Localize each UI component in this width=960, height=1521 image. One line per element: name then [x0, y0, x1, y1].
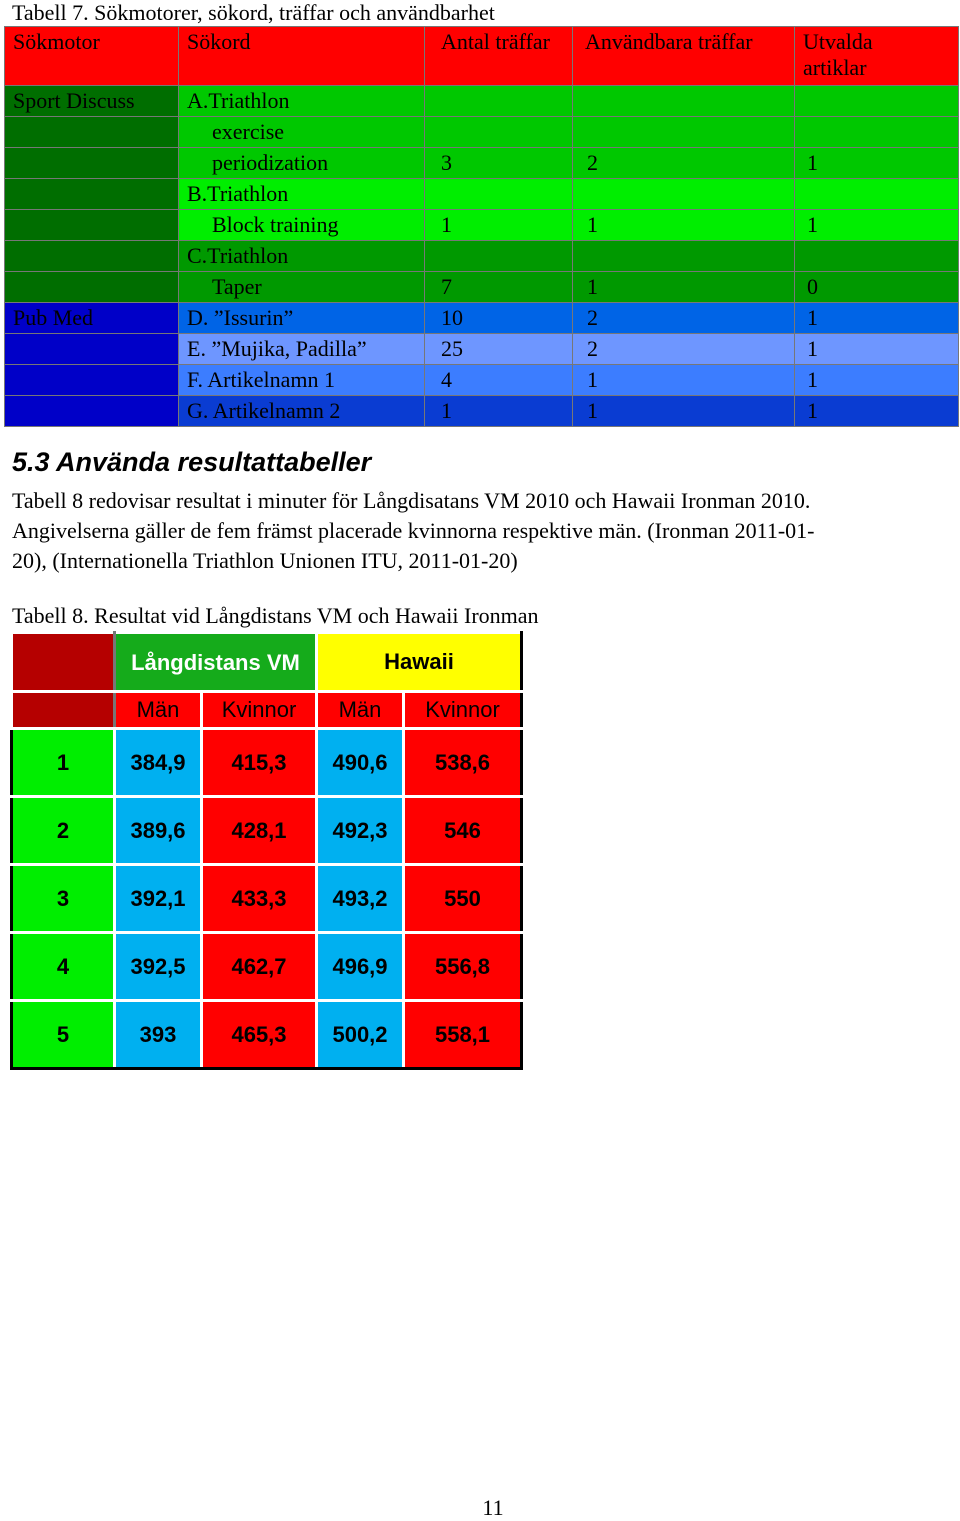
- table7-caption: Tabell 7. Sökmotorer, sökord, träffar och användbarhet: [12, 0, 495, 25]
- corner-cell: [12, 633, 115, 692]
- cell-hawaii-men: 490,6: [317, 729, 404, 797]
- paragraph-line: Angivelserna gäller de fem främst placerade kvinnorna respektive män. (Ironman 2011-01-: [12, 518, 815, 543]
- table7-row: [5, 365, 959, 396]
- cell-search-engine: [5, 272, 179, 303]
- cell-rank: 5: [12, 1001, 115, 1069]
- cell-search-engine: [5, 365, 179, 396]
- cell-search-term: A.Triathlon: [179, 86, 425, 117]
- results-table: [10, 631, 523, 1070]
- cell-vm-men: 392,1: [115, 865, 202, 933]
- cell-useful-hits: 2: [573, 334, 795, 365]
- corner-cell: [12, 692, 115, 729]
- table7-row: [5, 241, 959, 272]
- cell-search-engine: [5, 241, 179, 272]
- table7-row: [5, 334, 959, 365]
- paragraph-line: 20), (Internationella Triathlon Unionen ITU, 2011-01-20): [12, 548, 518, 573]
- cell-useful-hits: [573, 241, 795, 272]
- header-selected-line2: artiklar: [803, 55, 867, 80]
- table8-row: [12, 1001, 522, 1069]
- header-search-engine: Sökmotor: [5, 27, 179, 86]
- cell-hits: 25: [425, 334, 573, 365]
- cell-vm-women: 433,3: [202, 865, 317, 933]
- header-selected-line1: Utvalda: [803, 29, 873, 54]
- cell-search-engine: [5, 148, 179, 179]
- cell-vm-men: 392,5: [115, 933, 202, 1001]
- cell-search-term: F. Artikelnamn 1: [179, 365, 425, 396]
- cell-useful-hits: [573, 117, 795, 148]
- cell-selected-articles: 1: [795, 365, 959, 396]
- cell-hawaii-men: 492,3: [317, 797, 404, 865]
- table7-row: [5, 117, 959, 148]
- subheader-hawaii-men: Män: [317, 692, 404, 729]
- table7-row: [5, 396, 959, 427]
- cell-search-term: G. Artikelnamn 2: [179, 396, 425, 427]
- table8-row: [12, 729, 522, 797]
- header-hits: Antal träffar: [425, 27, 573, 86]
- table7-row: [5, 210, 959, 241]
- cell-hawaii-men: 496,9: [317, 933, 404, 1001]
- header-useful-hits: Användbara träffar: [573, 27, 795, 86]
- cell-search-engine: [5, 396, 179, 427]
- table8-row: [12, 865, 522, 933]
- cell-selected-articles: 1: [795, 303, 959, 334]
- group-header-vm: Långdistans VM: [115, 633, 317, 692]
- table8-subheader-row: [12, 692, 522, 729]
- section-heading: 5.3 Använda resultattabeller: [12, 447, 372, 477]
- search-engines-table: [4, 26, 959, 427]
- group-header-hawaii: Hawaii: [317, 633, 522, 692]
- cell-hits: [425, 86, 573, 117]
- page-number: 11: [482, 1495, 504, 1520]
- cell-hawaii-women: 558,1: [404, 1001, 522, 1069]
- cell-search-term: exercise: [179, 117, 425, 148]
- table8-row: [12, 797, 522, 865]
- cell-rank: 4: [12, 933, 115, 1001]
- cell-hawaii-men: 493,2: [317, 865, 404, 933]
- cell-search-term: C.Triathlon: [179, 241, 425, 272]
- paragraph-line: Tabell 8 redovisar resultat i minuter för Långdisatans VM 2010 och Hawaii Ironman 2010.: [12, 488, 811, 513]
- cell-hawaii-women: 538,6: [404, 729, 522, 797]
- table7-row: [5, 303, 959, 334]
- cell-search-term: periodization: [179, 148, 425, 179]
- subheader-vm-women: Kvinnor: [202, 692, 317, 729]
- cell-useful-hits: 1: [573, 365, 795, 396]
- cell-selected-articles: 0: [795, 272, 959, 303]
- cell-rank: 3: [12, 865, 115, 933]
- cell-selected-articles: [795, 86, 959, 117]
- cell-useful-hits: 1: [573, 396, 795, 427]
- subheader-hawaii-women: Kvinnor: [404, 692, 522, 729]
- cell-search-term: D. ”Issurin”: [179, 303, 425, 334]
- cell-vm-men: 393: [115, 1001, 202, 1069]
- table8-group-header-row: [12, 633, 522, 692]
- cell-search-engine: Pub Med: [5, 303, 179, 334]
- cell-selected-articles: 1: [795, 334, 959, 365]
- cell-search-term: E. ”Mujika, Padilla”: [179, 334, 425, 365]
- table7-row: [5, 86, 959, 117]
- table8-row: [12, 933, 522, 1001]
- cell-search-term: Block training: [179, 210, 425, 241]
- cell-rank: 1: [12, 729, 115, 797]
- cell-useful-hits: 2: [573, 148, 795, 179]
- cell-selected-articles: [795, 179, 959, 210]
- section-paragraph: [12, 486, 952, 576]
- header-search-term: Sökord: [179, 27, 425, 86]
- cell-vm-men: 384,9: [115, 729, 202, 797]
- cell-selected-articles: [795, 117, 959, 148]
- cell-selected-articles: [795, 241, 959, 272]
- cell-useful-hits: [573, 86, 795, 117]
- cell-hits: 3: [425, 148, 573, 179]
- table7-header-row: [5, 27, 959, 86]
- cell-hits: 1: [425, 396, 573, 427]
- table7-row: [5, 179, 959, 210]
- cell-hawaii-women: 550: [404, 865, 522, 933]
- cell-rank: 2: [12, 797, 115, 865]
- table7-row: [5, 272, 959, 303]
- cell-search-engine: [5, 334, 179, 365]
- cell-hits: 4: [425, 365, 573, 396]
- subheader-vm-men: Män: [115, 692, 202, 729]
- cell-hawaii-men: 500,2: [317, 1001, 404, 1069]
- cell-search-engine: [5, 179, 179, 210]
- cell-selected-articles: 1: [795, 210, 959, 241]
- cell-vm-women: 428,1: [202, 797, 317, 865]
- cell-search-term: Taper: [179, 272, 425, 303]
- cell-search-engine: [5, 210, 179, 241]
- cell-hits: 7: [425, 272, 573, 303]
- cell-search-term: B.Triathlon: [179, 179, 425, 210]
- cell-hits: 10: [425, 303, 573, 334]
- cell-hits: 1: [425, 210, 573, 241]
- cell-hits: [425, 117, 573, 148]
- cell-vm-women: 462,7: [202, 933, 317, 1001]
- cell-useful-hits: 1: [573, 210, 795, 241]
- cell-search-engine: [5, 117, 179, 148]
- cell-useful-hits: [573, 179, 795, 210]
- cell-useful-hits: 1: [573, 272, 795, 303]
- cell-hawaii-women: 546: [404, 797, 522, 865]
- header-selected-articles: [795, 27, 959, 86]
- cell-search-engine: Sport Discuss: [5, 86, 179, 117]
- cell-selected-articles: 1: [795, 148, 959, 179]
- cell-vm-women: 415,3: [202, 729, 317, 797]
- cell-hits: [425, 241, 573, 272]
- table7-row: [5, 148, 959, 179]
- cell-useful-hits: 2: [573, 303, 795, 334]
- cell-selected-articles: 1: [795, 396, 959, 427]
- cell-hits: [425, 179, 573, 210]
- table8-caption: Tabell 8. Resultat vid Långdistans VM och Hawaii Ironman: [12, 603, 539, 628]
- cell-vm-women: 465,3: [202, 1001, 317, 1069]
- cell-hawaii-women: 556,8: [404, 933, 522, 1001]
- cell-vm-men: 389,6: [115, 797, 202, 865]
